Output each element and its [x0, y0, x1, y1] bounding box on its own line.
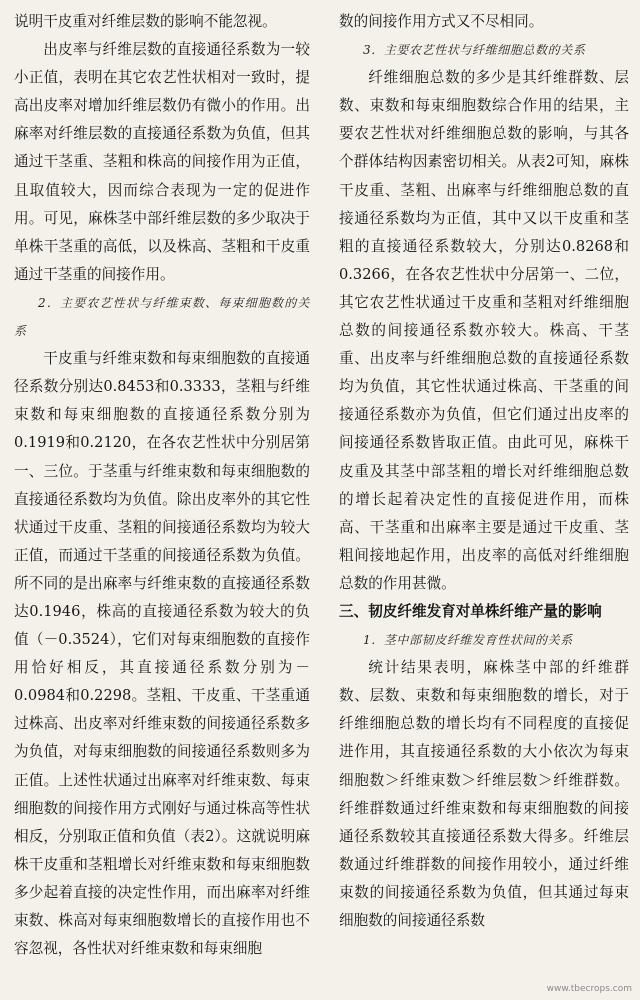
subsection-heading: 1．茎中部韧皮纤维发育性状间的关系	[363, 633, 573, 648]
paragraph: 出皮率与纤维层数的直接通径系数为一较小正值，表明在其它农艺性状相对一致时，提高出皮率对增加纤维层数仍有微小的作用。出麻率对纤维层数的直接通径系数为负值，但其通过干茎重、茎粗和株高的间接作用为正值，且取值较大，因而综合表现为一定的促进作用。可见，麻株茎中部纤维层数的多少取决于单株干茎重的高低，以及株高、茎粗和干皮重通过干茎重的间接作用。	[14, 41, 310, 283]
paragraph: 说明干皮重对纤维层数的影响不能忽视。	[14, 13, 277, 30]
paragraph: 统计结果表明，麻株茎中部的纤维群数、层数、束数和每束细胞数的增长，对于纤维细胞总数的增长均有不同程度的直接促进作用，其直接通径系数的大小依次为每束细胞数＞纤维束数＞纤维层数＞纤维群数。纤维群数通过纤维束数和每束细胞数的间接通径系数较其直接通径系数大得多。纤维层数通过纤维群数的间接作用较小，通过纤维束数的间接通径系数为负值，但其通过每束细胞数的间接通径系数	[339, 659, 629, 929]
paragraph: 数的间接作用方式又不尽相同。	[339, 13, 544, 30]
subsection-heading: 2．主要农艺性状与纤维束数、每束细胞数的关系	[14, 295, 310, 339]
subsection-heading: 3．主要农艺性状与纤维细胞总数的关系	[363, 43, 586, 58]
left-column	[14, 8, 310, 963]
watermark-text: www.tbecrops.com	[546, 984, 632, 994]
paragraph: 纤维细胞总数的多少是其纤维群数、层数、束数和每束细胞数综合作用的结果，主要农艺性状对纤维细胞总数的影响，与其各个群体结构因素密切相关。从表2可知，麻株干皮重、茎粗、出麻率与纤维细胞总数的直接通径系数均为正值，其中又以干皮重和茎粗的直接通径系数较大，分别达0.8268和0.3266，在各农艺性状中分居第一、二位，其它农艺性状通过干皮重和茎粗对纤维细胞总数的间接通径系数亦较大。株高、干茎重、出皮率与纤维细胞总数的直接通径系数均为负值，其它性状通过株高、干茎重的间接通径系数亦为负值，但它们通过出皮率的间接通径系数皆取正值。由此可见，麻株干皮重及其茎中部茎粗的增长对纤维细胞总数的增长起着决定性的直接促进作用，而株高、干茎重和出麻率主要是通过干皮重、茎粗间接地起作用，出皮率的高低对纤维细胞总数的作用甚微。	[339, 69, 629, 592]
paragraph: 干皮重与纤维束数和每束细胞数的直接通径系数分别达0.8453和0.3333，茎粗与纤维束数和每束细胞数的直接通径系数分别为0.1919和0.2120，在各农艺性状中分别居第一、三位。于茎重与纤维束数和每束细胞数的直接通径系数均为负值。除出皮率外的其它性状通过干皮重、茎粗的间接通径系数均为较大正值，而通过干茎重的间接通径系数为负值。所不同的是出麻率与纤维束数的直接通径系数达0.1946，株高的直接通径系数为较大的负值（－0.3524），它们对每束细胞数的直接作用恰好相反，其直接通径系数分别为－0.0984和0.2298。茎粗、干皮重、干茎重通过株高、出皮率对纤维束数的间接通径系数多为负值，对每束细胞数的间接通径系数则多为正值。上述性状通过出麻率对纤维束数、每束细胞数的间接作用方式刚好与通过株高等性状相反，分别取正值和负值（表2）。这就说明麻株干皮重和茎粗增长对纤维束数和每束细胞数多少起着直接的决定性作用，而出麻率对纤维束数、株高对每束细胞数增长的直接作用也不容忽视，各性状对纤维束数和每束细胞	[14, 350, 310, 958]
right-column	[339, 8, 629, 935]
section-heading: 三、韧皮纤维发育对单株纤维产量的影响	[339, 602, 602, 620]
